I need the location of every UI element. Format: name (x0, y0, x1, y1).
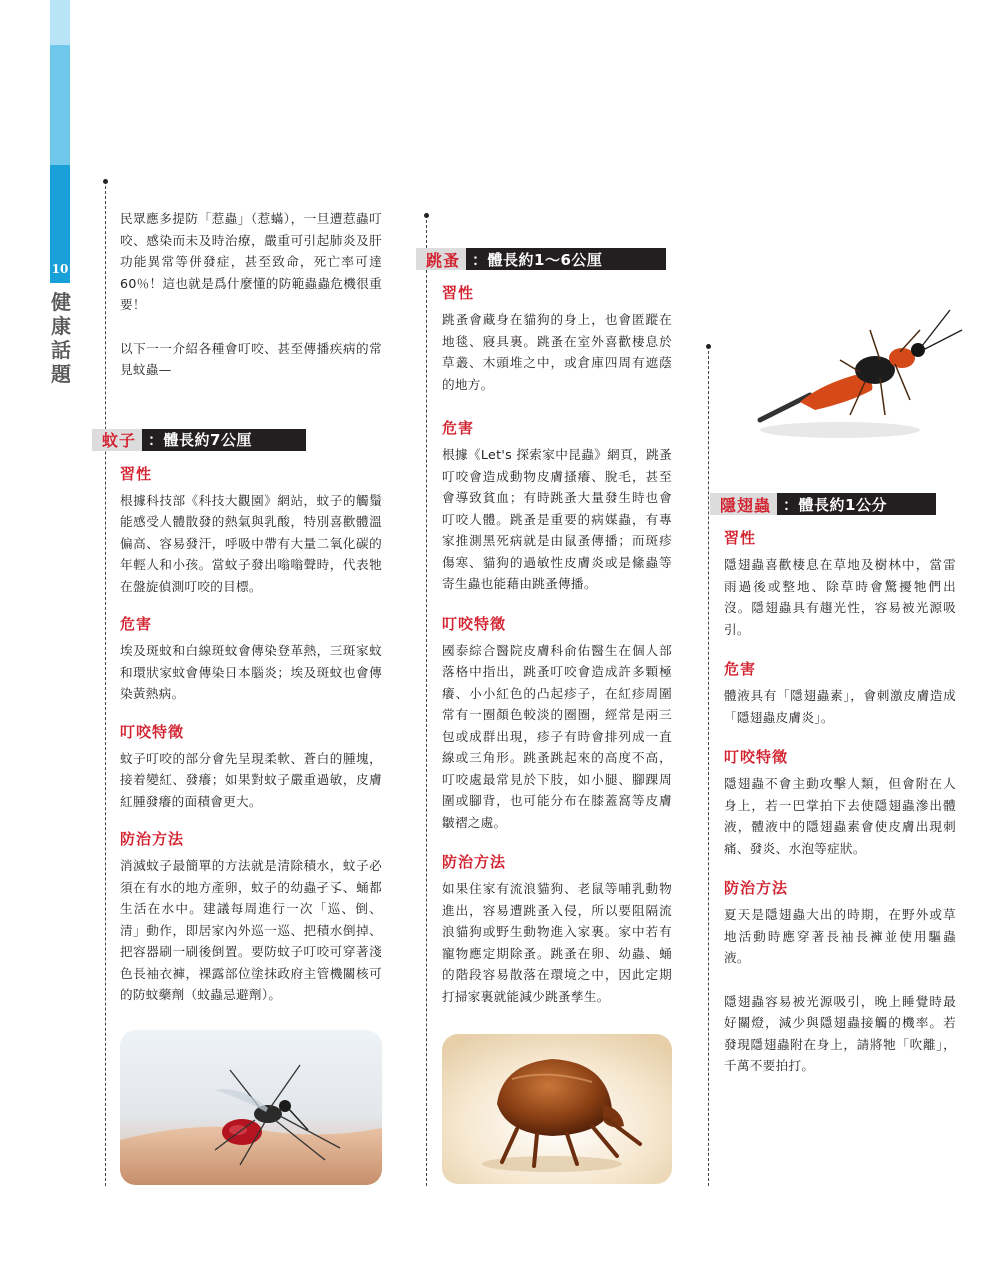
divider-dot-2 (424, 213, 429, 218)
mosquito-bite-text: 蚊子叮咬的部分會先呈現柔軟、蒼白的腫塊，接着變紅、發癢；如果對蚊子嚴重過敏，皮膚紅腫發癢的面積會更大。 (120, 750, 382, 809)
beetle-habit-heading: 習性 (724, 529, 757, 547)
flea-length: ：體長約1～6公厘 (466, 248, 666, 270)
beetle-note-text: 隱翅蟲容易被光源吸引，晚上睡覺時最好關燈，減少與隱翅蟲接觸的機率。若發現隱翅蟲附在身上，請將牠「吹離」，千萬不要拍打。 (724, 993, 956, 1073)
column-mosquito (102, 208, 382, 1006)
flea-bite-text: 國泰綜合醫院皮膚科俞佑醫生在個人部落格中指出，跳蚤叮咬會造成許多顆極癢、小小紅色的凸起疹子，在紅疹周圍常有一圈顏色較淡的圈圈，經常是兩三包或成群出現，疹子有時會排列成一直線或三角形。跳蚤跳起來的高度不高，叮咬處最常見於下肢，如小腿、腳踝周圍或腳背，也可能分布在膝蓋窩等皮膚皺褶之處。 (442, 642, 672, 830)
divider-dot-3 (706, 344, 711, 349)
mosquito-harm-heading: 危害 (120, 615, 153, 633)
flea-name: 跳蚤 (426, 250, 461, 270)
column-divider-1 (105, 186, 106, 1186)
flea-habit-heading: 習性 (442, 284, 475, 302)
beetle-length: ：體長約1公分 (777, 493, 936, 515)
mosquito-title-bar (92, 429, 306, 451)
beetle-habit-text: 隱翅蟲喜歡棲息在草地及樹林中，當雷雨過後或整地、除草時會驚擾牠們出沒。隱翅蟲具有趨光性，容易被光源吸引。 (724, 557, 956, 637)
beetle-harm-heading: 危害 (724, 660, 757, 678)
flea-prevent-text: 如果住家有流浪貓狗、老鼠等哺乳動物進出，容易遭跳蚤入侵，所以要阻隔流浪貓狗或野生動物進入家裏。家中若有寵物應定期除蚤。跳蚤在卵、幼蟲、蛹的階段容易散落在環境之中，因此定期打掃家裏就能減少跳蚤孳生。 (442, 881, 672, 1004)
beetle-bite-heading: 叮咬特徵 (724, 748, 789, 766)
beetle-name: 隱翅蟲 (720, 495, 772, 515)
mosquito-length: ：體長約7公厘 (142, 429, 306, 451)
mosquito-prevent-heading: 防治方法 (120, 830, 185, 848)
rove-beetle-illustration (730, 290, 970, 450)
column-divider-3 (708, 351, 709, 1186)
mosquito-bite-heading: 叮咬特徵 (120, 722, 185, 741)
flea-prevent-heading: 防治方法 (442, 853, 507, 871)
mosquito-name-box (92, 429, 142, 451)
flea-illustration (442, 1034, 672, 1184)
mosquito-habit-text: 根據科技部《科技大觀園》網站，蚊子的觸鬚能感受人體散發的熱氣與乳酸，特別喜歡體溫偏高、容易發汗，呼吸中帶有大量二氧化碳的年輕人和小孩。當蚊子發出嗡嗡聲時，代表牠在盤旋偵測叮咬的目標。 (120, 492, 382, 594)
mosquito-photo (120, 1030, 382, 1185)
divider-dot-1 (103, 179, 108, 184)
mosquito-harm-text: 埃及斑蚊和白線斑蚊會傳染登革熱，三斑家蚊和環狀家蚊會傳染日本腦炎；埃及斑蚊也會傳染黃熱病。 (120, 643, 382, 701)
flea-harm-text: 根據《Let's 探索家中昆蟲》網頁，跳蚤叮咬會造成動物皮膚搔癢、脫毛，甚至會導致貧血；有時跳蚤大量發生時也會叮咬人體。跳蚤是重要的病媒蟲，有專家推測黑死病就是由鼠蚤傳播；而斑疹傷寒、貓狗的過敏性皮膚炎或是絛蟲等寄生蟲也能藉由跳蚤傳播。 (442, 447, 672, 591)
beetle-harm-text: 體液具有「隱翅蟲素」，會刺激皮膚造成「隱翅蟲皮膚炎」。 (724, 688, 956, 725)
flea-title-bar (416, 248, 666, 270)
column-flea (426, 248, 672, 1007)
beetle-prevent-text: 夏天是隱翅蟲大出的時期，在野外或草地活動時應穿著長袖長褲並使用驅蟲液。 (724, 907, 956, 965)
mosquito-illustration (120, 1030, 382, 1185)
mosquito-habit-heading: 習性 (120, 464, 153, 483)
side-strip-mid (50, 45, 70, 165)
mosquito-name: 蚊子 (102, 431, 137, 450)
flea-habit-text: 跳蚤會藏身在貓狗的身上，也會匿蹤在地毯、寢具裏。跳蚤在室外喜歡棲息於草叢、木頭堆之中，或倉庫四周有遮蔭的地方。 (442, 312, 672, 392)
mosquito-prevent-text: 消滅蚊子最簡單的方法就是清除積水，蚊子必須在有水的地方產卵，蚊子的幼蟲孑孓、蛹都生活在水中。建議每周進行一次「巡、倒、清」動作，即居家內外巡一巡、把積水倒掉、把容器刷一刷後倒置。要防蚊子叮咬可穿著淺色長袖衣褲，裸露部位塗抹政府主管機關核可的防蚊藥劑（蚊蟲忌避劑）。 (120, 858, 382, 1002)
flea-name-box (416, 248, 466, 270)
intro-paragraph-2: 以下一一介紹各種會叮咬、甚至傳播疾病的常見蚊蟲— (120, 340, 382, 377)
beetle-bite-text: 隱翅蟲不會主動攻擊人類，但會附在人身上，若一巴掌拍下去使隱翅蟲滲出體液，體液中的隱翅蟲素會使皮膚出現刺痛、發炎、水泡等症狀。 (724, 776, 956, 856)
flea-photo (442, 1034, 672, 1184)
flea-harm-heading: 危害 (442, 419, 475, 437)
beetle-prevent-heading: 防治方法 (724, 879, 789, 897)
column-divider-2 (426, 220, 427, 1186)
section-title (51, 290, 71, 386)
side-strip-light (50, 0, 70, 45)
column-beetle (720, 493, 956, 1077)
intro-paragraph-1: 民眾應多提防「惹蟲」（惹蟎），一旦遭惹蟲叮咬、感染而未及時治療，嚴重可引起肺炎及肝功能異常等併發症，甚至致命，死亡率可達60％！這也就是爲什麼懂的防範蟲蟲危機很重要！ (120, 211, 382, 312)
section-title-text: 健康話題 (51, 290, 71, 386)
page-number: 10 (51, 262, 69, 276)
beetle-title-bar (710, 493, 936, 515)
rove-beetle-photo (730, 290, 970, 450)
flea-bite-heading: 叮咬特徵 (442, 614, 507, 633)
beetle-name-box (710, 493, 777, 515)
